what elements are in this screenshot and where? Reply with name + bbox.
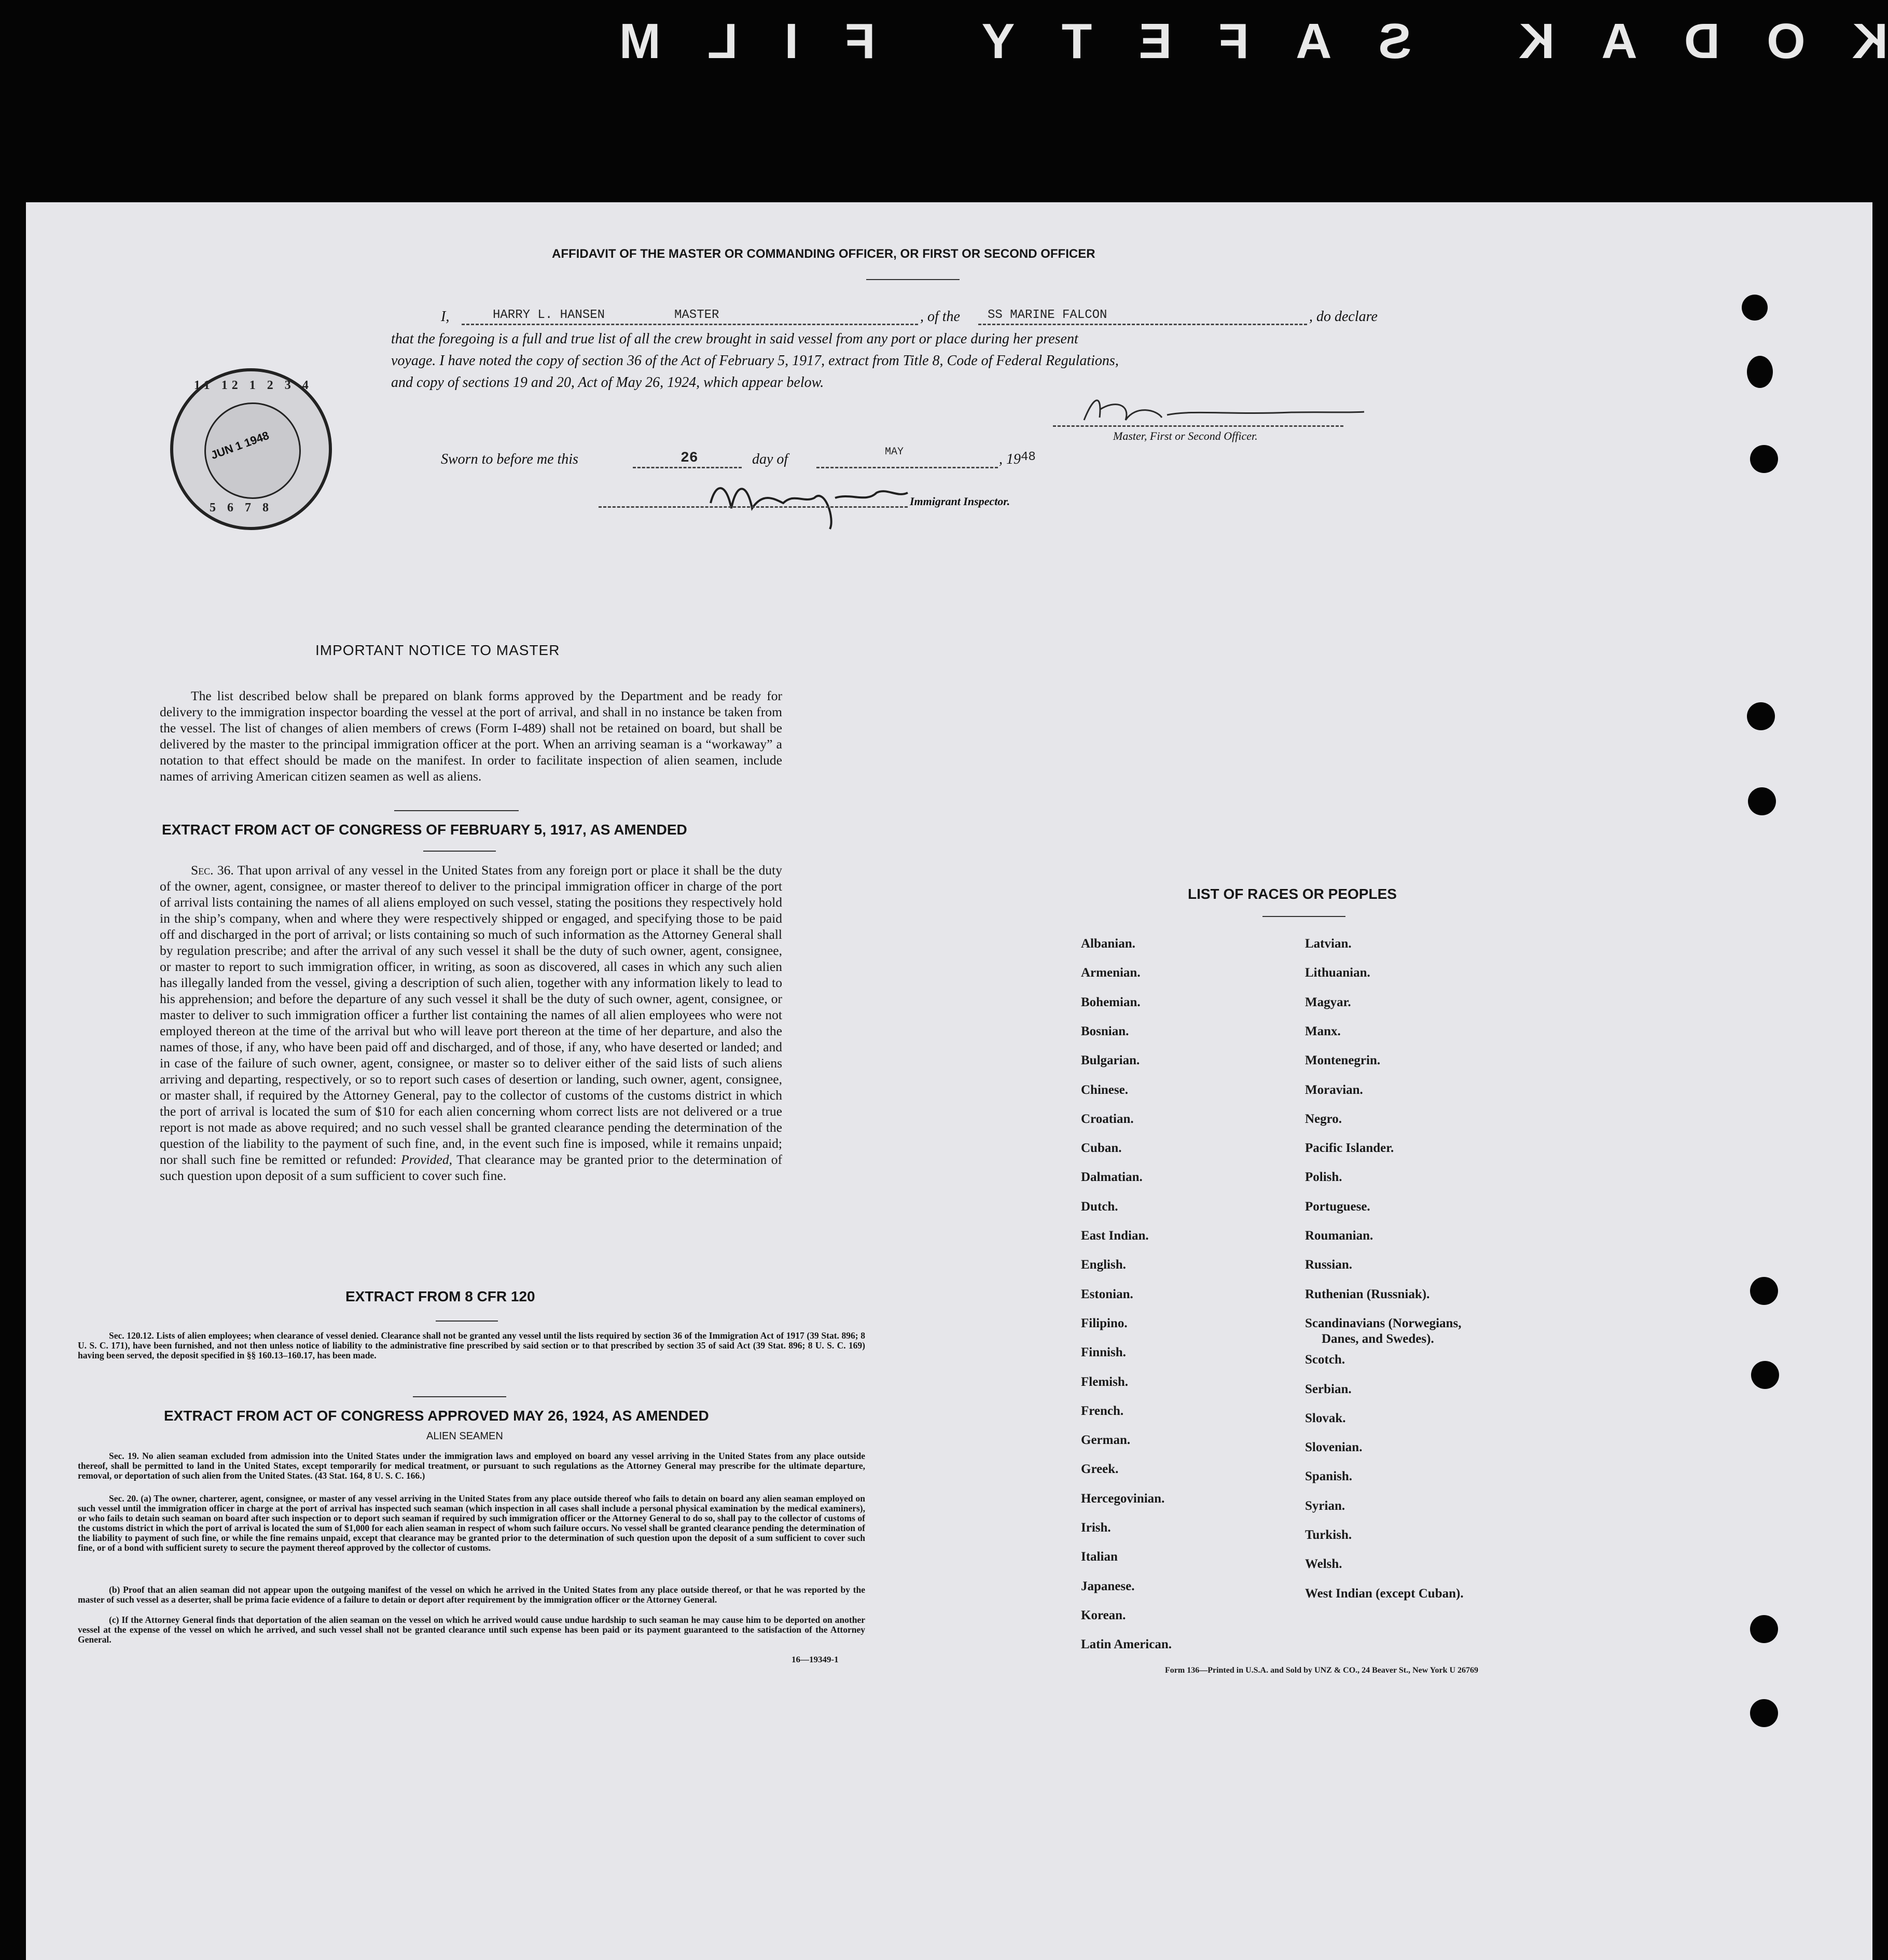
race-item: Filipino.: [1081, 1316, 1128, 1330]
inspector-signature: [700, 472, 918, 534]
extract-1917-body: [160, 862, 782, 1184]
race-item: Scandinavians (Norwegians,: [1305, 1316, 1462, 1330]
race-item: Turkish.: [1305, 1528, 1352, 1542]
name-field-line: [462, 324, 918, 325]
race-item: Pacific Islander.: [1305, 1141, 1394, 1156]
binder-hole: [1750, 1277, 1778, 1305]
extract-1924-subtitle: ALIEN SEAMEN: [426, 1430, 503, 1442]
race-item: Croatian.: [1081, 1111, 1134, 1126]
extract-1924-title: EXTRACT FROM ACT OF CONGRESS APPROVED MAY 26, 1924, AS AMENDED: [164, 1408, 709, 1424]
race-item: Bulgarian.: [1081, 1053, 1140, 1068]
race-item: Cuban.: [1081, 1141, 1122, 1156]
sworn-day: 26: [681, 450, 698, 466]
race-item: Syrian.: [1305, 1498, 1345, 1513]
race-item: Roumanian.: [1305, 1229, 1373, 1243]
affidavit-title: AFFIDAVIT OF THE MASTER OR COMMANDING OFFICER, OR FIRST OR SECOND OFFICER: [552, 247, 1095, 261]
rule-1917-top: [394, 810, 519, 811]
race-item: Greek.: [1081, 1462, 1119, 1477]
stamp-number-5: 5: [210, 501, 220, 515]
rule-1917-bottom: [423, 851, 496, 852]
race-item: Ruthenian (Russniak).: [1305, 1287, 1430, 1301]
date-stamp: [170, 368, 332, 530]
race-item: Danes, and Swedes).: [1322, 1331, 1434, 1346]
race-item: Korean.: [1081, 1608, 1126, 1622]
rule-1924-top: [413, 1396, 506, 1397]
stamp-number-8: 8: [262, 501, 273, 515]
race-item: Chinese.: [1081, 1082, 1128, 1097]
affidavit-line1-prefix: I,: [441, 309, 450, 325]
sworn-month: MAY: [885, 446, 904, 458]
extract-cfr-title: EXTRACT FROM 8 CFR 120: [345, 1288, 535, 1304]
race-item: Irish.: [1081, 1521, 1111, 1535]
binder-hole: [1747, 356, 1773, 388]
proviso-text: That clearance may be granted prior to the determination of such question upon deposit of a sum sufficient to cover such fine.: [160, 1152, 782, 1183]
race-item: Flemish.: [1081, 1374, 1128, 1389]
race-item: Polish.: [1305, 1170, 1342, 1185]
race-item: Albanian.: [1081, 937, 1135, 951]
binder-hole: [1748, 787, 1776, 815]
race-item: Negro.: [1305, 1111, 1342, 1126]
race-item: Serbian.: [1305, 1382, 1352, 1396]
master-signature-caption: Master, First or Second Officer.: [1113, 429, 1258, 442]
race-item: Portuguese.: [1305, 1199, 1370, 1214]
notice-title: IMPORTANT NOTICE TO MASTER: [315, 642, 560, 658]
sworn-day-line: [633, 467, 742, 468]
stamp-number-12: 12: [221, 379, 242, 392]
race-item: Italian: [1081, 1550, 1118, 1564]
section-20c-text: (c) If the Attorney General finds that deportation of the alien seaman on the vessel on which he arrived would cause undue hardship to such seaman he may cause him to be deported on another vessel at the expense of the vessel on which he arrived, and such vessel shall not be granted clearance until such expense has been paid or its payment guaranteed to the satisfaction of the Attorney General.: [78, 1615, 865, 1645]
do-declare-label: , do declare: [1309, 309, 1378, 325]
extract-cfr-body: Sec. 120.12. Lists of alien employees; when clearance of vessel denied. Clearance shall not be granted any vessel until the lists required by section 36 of the Immigration Act of 1917 (39 Stat. 896; 8 U. S. C. 171), have been furnished, and not then unless notice of liability to the administrative fine prescribed by said section or to that prescribed by section 35 of said Act (39 Stat. 896; 8 U. S. C. 169) having been served, the deposit specified in §§ 160.13–160.17, has been made.: [78, 1330, 865, 1360]
rule-cfr: [436, 1320, 498, 1322]
race-item: Bohemian.: [1081, 995, 1141, 1009]
race-item: Russian.: [1305, 1258, 1353, 1272]
master-rank: MASTER: [674, 308, 719, 322]
races-title: LIST OF RACES OR PEOPLES: [1188, 886, 1397, 902]
day-of-label: day of: [752, 451, 788, 467]
race-item: Magyar.: [1305, 995, 1351, 1009]
binder-hole: [1751, 1361, 1779, 1389]
race-item: Dalmatian.: [1081, 1170, 1143, 1185]
proviso-word: Provided,: [401, 1152, 452, 1167]
stamp-number-11: 11: [194, 379, 214, 392]
document-page: [26, 202, 1872, 1960]
affidavit-line3: voyage. I have noted the copy of section 36 of the Act of February 5, 1917, extract from Title 8, Code of Federal Regulations,: [391, 353, 1119, 369]
title-rule: [866, 279, 960, 280]
race-item: German.: [1081, 1433, 1131, 1448]
master-signature-line: [1053, 425, 1343, 427]
section-20a-text: Sec. 20. (a) The owner, charterer, agent, consignee, or master of any vessel arriving in the United States from any place outside thereof who fails to detain on board any alien seaman employed on such vessel until the immigration officer in charge at the port of arrival has inspected such seaman (which inspection in all cases shall include a personal physical examination by the medical examiners), or who fails to detain such seaman on board after such inspection or to deport such seaman if required by such immigration officer or the Attorney General to do so, shall pay to the collector of customs of the customs district in which the port of arrival is located the sum of $1,000 for each alien seaman in respect of whom such failure occurs. No vessel shall be granted clearance pending the determination of the liability to payment of such fine, or while the fine remains unpaid, except that clearance may be granted prior to the determination of such question upon the deposit of a sum sufficient to cover such fine, or of a bond with sufficient surety to secure the payment thereof approved by the collector of customs.: [78, 1493, 865, 1553]
film-edge-text: KODAK SAFETY FILM: [572, 13, 1888, 69]
master-signature: [1074, 389, 1375, 430]
race-item: Moravian.: [1305, 1082, 1363, 1097]
binder-hole: [1750, 445, 1778, 473]
stamp-date: JUN 1 1948: [209, 428, 271, 462]
race-item: Scotch.: [1305, 1353, 1345, 1367]
races-title-rule: [1262, 916, 1345, 917]
form-code: 16—19349-1: [792, 1655, 839, 1664]
race-item: West Indian (except Cuban).: [1305, 1586, 1464, 1601]
binder-hole: [1750, 1615, 1778, 1643]
race-item: East Indian.: [1081, 1229, 1149, 1243]
race-item: Hercegovinian.: [1081, 1491, 1165, 1506]
race-item: Slovak.: [1305, 1411, 1346, 1425]
race-item: Latvian.: [1305, 937, 1352, 951]
binder-hole: [1750, 1699, 1778, 1727]
stamp-number-7: 7: [245, 501, 255, 515]
of-the-label: , of the: [920, 309, 960, 325]
race-item: Latin American.: [1081, 1637, 1172, 1652]
race-item: Finnish.: [1081, 1345, 1126, 1360]
binder-hole: [1742, 295, 1768, 321]
vessel-field-line: [978, 324, 1307, 325]
section-20b-text: (b) Proof that an alien seaman did not appear upon the outgoing manifest of the vessel on which he arrived in the United States from any place outside thereof, or that he was reported by the master of such vessel as a deserter, shall be prima facie evidence of a failure to detain or deport after requirement by the immigration officer or the Attorney General.: [78, 1584, 865, 1605]
sworn-prefix: Sworn to before me this: [441, 451, 578, 467]
film-edge-strip: [0, 0, 1888, 93]
race-item: Manx.: [1305, 1024, 1341, 1038]
section-36-label: Sec. 36.: [191, 863, 234, 878]
year-prefix: , 19: [999, 451, 1021, 467]
race-item: Estonian.: [1081, 1287, 1133, 1301]
stamp-number-3: 3: [284, 379, 295, 392]
binder-hole: [1747, 702, 1775, 730]
inspector-caption: Immigrant Inspector.: [910, 495, 1010, 508]
race-item: English.: [1081, 1258, 1126, 1272]
race-item: Bosnian.: [1081, 1024, 1129, 1038]
race-item: Japanese.: [1081, 1579, 1135, 1593]
race-item: Slovenian.: [1305, 1440, 1363, 1455]
notice-body: The list described below shall be prepared on blank forms approved by the Department and be ready for delivery to the immigration inspector boarding the vessel at the port of arrival, and shall in no instance be taken from the vessel. The list of changes of alien members of crews (Form I-489) shall not be retained on board, but shall be delivered by the master to the principal immigration officer at the port. When an arriving seaman is a “workaway” a notation to that effect should be made on the manifest. In order to facilitate inspection of alien seamen, include names of arriving American citizen seamen as well as aliens.: [160, 688, 782, 784]
section-19-text: Sec. 19. No alien seaman excluded from admission into the United States under the immigration laws and employed on board any vessel arriving in the United States from any place outside thereof, shall be permitted to land in the United States, except temporarily for medical treatment, or pursuant to such regulations as the Attorney General may prescribe for the ultimate departure, removal, or deportation of such alien from the United States. (43 Stat. 164, 8 U. S. C. 166.): [78, 1451, 865, 1481]
section-36-text: That upon arrival of any vessel in the United States from any foreign port or place it shall be the duty of the owner, agent, consignee, or master thereof to deliver to the principal immigration officer in charge of the port of arrival lists containing the names of all aliens employed on such vessel, stating the positions they respectively hold in the ship’s company, when and where they were respectively shipped or engaged, and specifying those to be paid off and discharged in the port of arrival; or lists containing so much of such information as the Attorney General shall by regulation prescribe; and after the arrival of any such vessel it shall be the duty of such owner, agent, consignee, or master to report to such immigration officer, in writing, as soon as discovered, all cases in which any such alien has illegally landed from the vessel, giving a description of such alien, together with any information likely to lead to his apprehension; and before the departure of any such vessel it shall be the duty of such owner, agent, consignee, or master to deliver to such immigration officer a further list containing the names of all alien employees who were not employed thereon at the time of the arrival but who will leave port thereon at the time of her departure, and also the names of those, if any, who have been paid off and discharged, and of those, if any, who have deserted or landed; and in case of the failure of such owner, agent, consignee, or master so to deliver either of the said lists of such aliens arriving and departing, respectively, or so to report such cases of desertion or landing, such owner, agent, consignee, or master shall, if required by the Attorney General, pay to the collector of customs of the customs district in which the port of arrival is located the sum of $10 for each alien concerning whom correct lists are not delivered or a true report is not made as above required; and no such vessel shall be granted clearance pending the determination of the question of the liability to the payment of such fine, and, in the event such fine is imposed, while it remains unpaid; nor shall such fine be remitted or refunded:: [160, 863, 783, 1167]
stamp-number-1: 1: [249, 379, 260, 392]
race-item: Welsh.: [1305, 1557, 1342, 1572]
race-item: Dutch.: [1081, 1199, 1118, 1214]
printer-line: Form 136—Printed in U.S.A. and Sold by UNZ & CO., 24 Beaver St., New York U 26769: [1165, 1666, 1479, 1675]
stamp-number-4: 4: [302, 379, 313, 392]
stamp-ring-numbers-lower: [210, 501, 273, 515]
extract-1917-title: EXTRACT FROM ACT OF CONGRESS OF FEBRUARY 5, 1917, AS AMENDED: [162, 822, 687, 838]
affidavit-line2: that the foregoing is a full and true list of all the crew brought in said vessel from any port or place during her present: [391, 331, 1078, 347]
race-item: French.: [1081, 1403, 1124, 1418]
stamp-number-6: 6: [227, 501, 238, 515]
master-name: HARRY L. HANSEN: [493, 308, 605, 322]
inspector-signature-line: [599, 506, 908, 508]
sworn-month-line: [816, 467, 998, 468]
race-item: Lithuanian.: [1305, 966, 1370, 980]
race-item: Montenegrin.: [1305, 1053, 1381, 1068]
sworn-year: 48: [1021, 450, 1036, 464]
vessel-name: SS MARINE FALCON: [988, 308, 1107, 322]
race-item: Armenian.: [1081, 966, 1141, 980]
stamp-number-2: 2: [267, 379, 277, 392]
race-item: Spanish.: [1305, 1469, 1353, 1484]
affidavit-line4: and copy of sections 19 and 20, Act of May 26, 1924, which appear below.: [391, 374, 824, 391]
stamp-ring-numbers: [194, 379, 313, 393]
